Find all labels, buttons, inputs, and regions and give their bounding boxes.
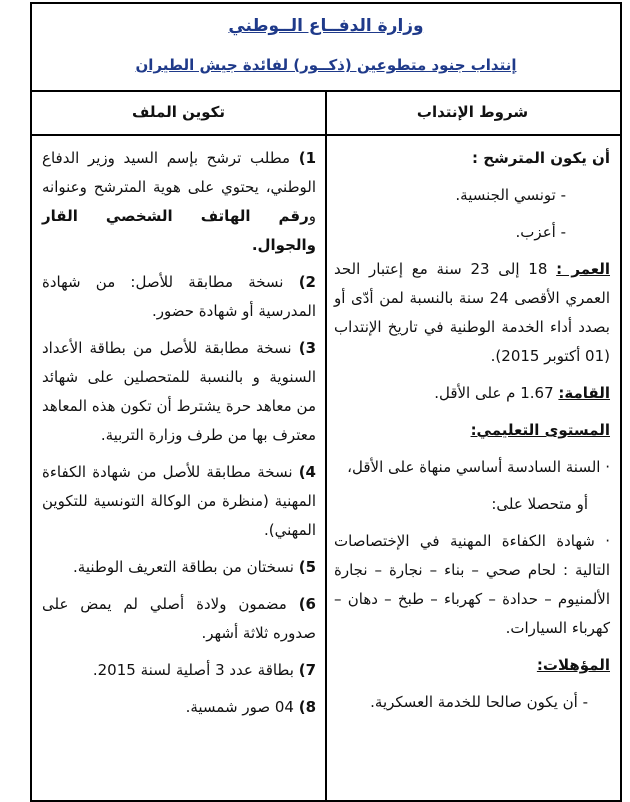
document-number: 7) bbox=[298, 661, 316, 679]
document-text: نسختان من بطاقة التعريف الوطنية. bbox=[73, 558, 294, 576]
document-number: 4) bbox=[298, 463, 316, 481]
certificate-paragraph: · شهادة الكفاءة المهنية في الإختصاصات التالية : لحام صحي – بناء – نجارة – نجارة الألمنيوم – حدادة – كهرباء – طبخ – دهان – كهرباء السيارات. bbox=[334, 532, 610, 637]
document-number: 6) bbox=[298, 595, 316, 613]
document-text: 04 صور شمسية. bbox=[185, 698, 294, 716]
document-text: نسخة مطابقة للأصل من شهادة الكفاءة المهنية (منظرة من الوكالة التونسية للتكوين المهني). bbox=[42, 463, 316, 539]
conditions-column-title: شروط الإنتداب bbox=[325, 90, 620, 136]
fitness-line: - أن يكون صالحا للخدمة العسكرية. bbox=[370, 693, 588, 711]
document-item bbox=[42, 458, 316, 545]
age-paragraph bbox=[334, 255, 610, 371]
file-column-title: تكوين الملف bbox=[32, 90, 327, 136]
document-item bbox=[42, 334, 316, 450]
document-number: 5) bbox=[298, 558, 316, 576]
document-bold-text: رقم الهاتف الشخصي القار والجوال. bbox=[42, 207, 316, 254]
height-label: القامة: bbox=[558, 384, 610, 402]
document-table bbox=[30, 2, 622, 802]
document-text: مطلب ترشح بإسم السيد وزير الدفاع الوطني، يحتوي على هوية المترشح وعنوانه و bbox=[42, 149, 316, 225]
document-number: 1) bbox=[298, 149, 316, 167]
document-item bbox=[42, 656, 316, 685]
document-item bbox=[42, 693, 316, 722]
document-number: 8) bbox=[298, 698, 316, 716]
document-item bbox=[42, 553, 316, 582]
recruitment-subtitle: إنتداب جنود متطوعين (ذكــور) لفائدة جيش الطيران bbox=[135, 56, 517, 74]
column-divider bbox=[325, 90, 327, 800]
documents-column bbox=[42, 144, 316, 730]
height-text: 1.67 م على الأقل. bbox=[434, 384, 554, 402]
education-label: المستوى التعليمي: bbox=[470, 421, 610, 439]
qualifications-label: المؤهلات: bbox=[536, 656, 610, 674]
document-text: بطاقة عدد 3 أصلية لسنة 2015. bbox=[92, 661, 294, 679]
ministry-title: وزارة الدفــاع الــوطني bbox=[228, 16, 424, 36]
table-header bbox=[32, 4, 620, 92]
age-label: العمر : bbox=[556, 260, 610, 278]
document-text: مضمون ولادة أصلي لم يمض على صدوره ثلاثة أشهر. bbox=[42, 595, 316, 642]
document-item bbox=[42, 144, 316, 260]
document-number: 2) bbox=[298, 273, 316, 291]
document-item bbox=[42, 590, 316, 648]
document-text: نسخة مطابقة للأصل: من شهادة المدرسية أو شهادة حضور. bbox=[42, 273, 316, 320]
document-item bbox=[42, 268, 316, 326]
or-holders-line: أو متحصلا على: bbox=[491, 495, 588, 513]
height-paragraph bbox=[334, 379, 610, 408]
conditions-column bbox=[334, 144, 610, 725]
single-line: - أعزب. bbox=[515, 223, 566, 241]
education-item: · السنة السادسة أساسي منهاة على الأقل، bbox=[347, 458, 610, 476]
age-text: 18 إلى 23 سنة مع إعتبار الحد العمري الأقصى 24 سنة بالنسبة لمن أدّى أو بصدد أداء الخدمة الوطنية في تاريخ الإنتداب (01 أكتوبر 2015). bbox=[334, 260, 610, 365]
nationality-line: - تونسي الجنسية. bbox=[455, 186, 566, 204]
candidate-heading: أن يكون المترشح : bbox=[471, 149, 610, 167]
document-number: 3) bbox=[298, 339, 316, 357]
document-text: نسخة مطابقة للأصل من بطاقة الأعداد السنوية و بالنسبة للمتحصلين على شهائد من معاهد حرة يشترط أن تكون هذه المعاهد معترف بها من طرف وزارة التربية. bbox=[42, 339, 316, 444]
